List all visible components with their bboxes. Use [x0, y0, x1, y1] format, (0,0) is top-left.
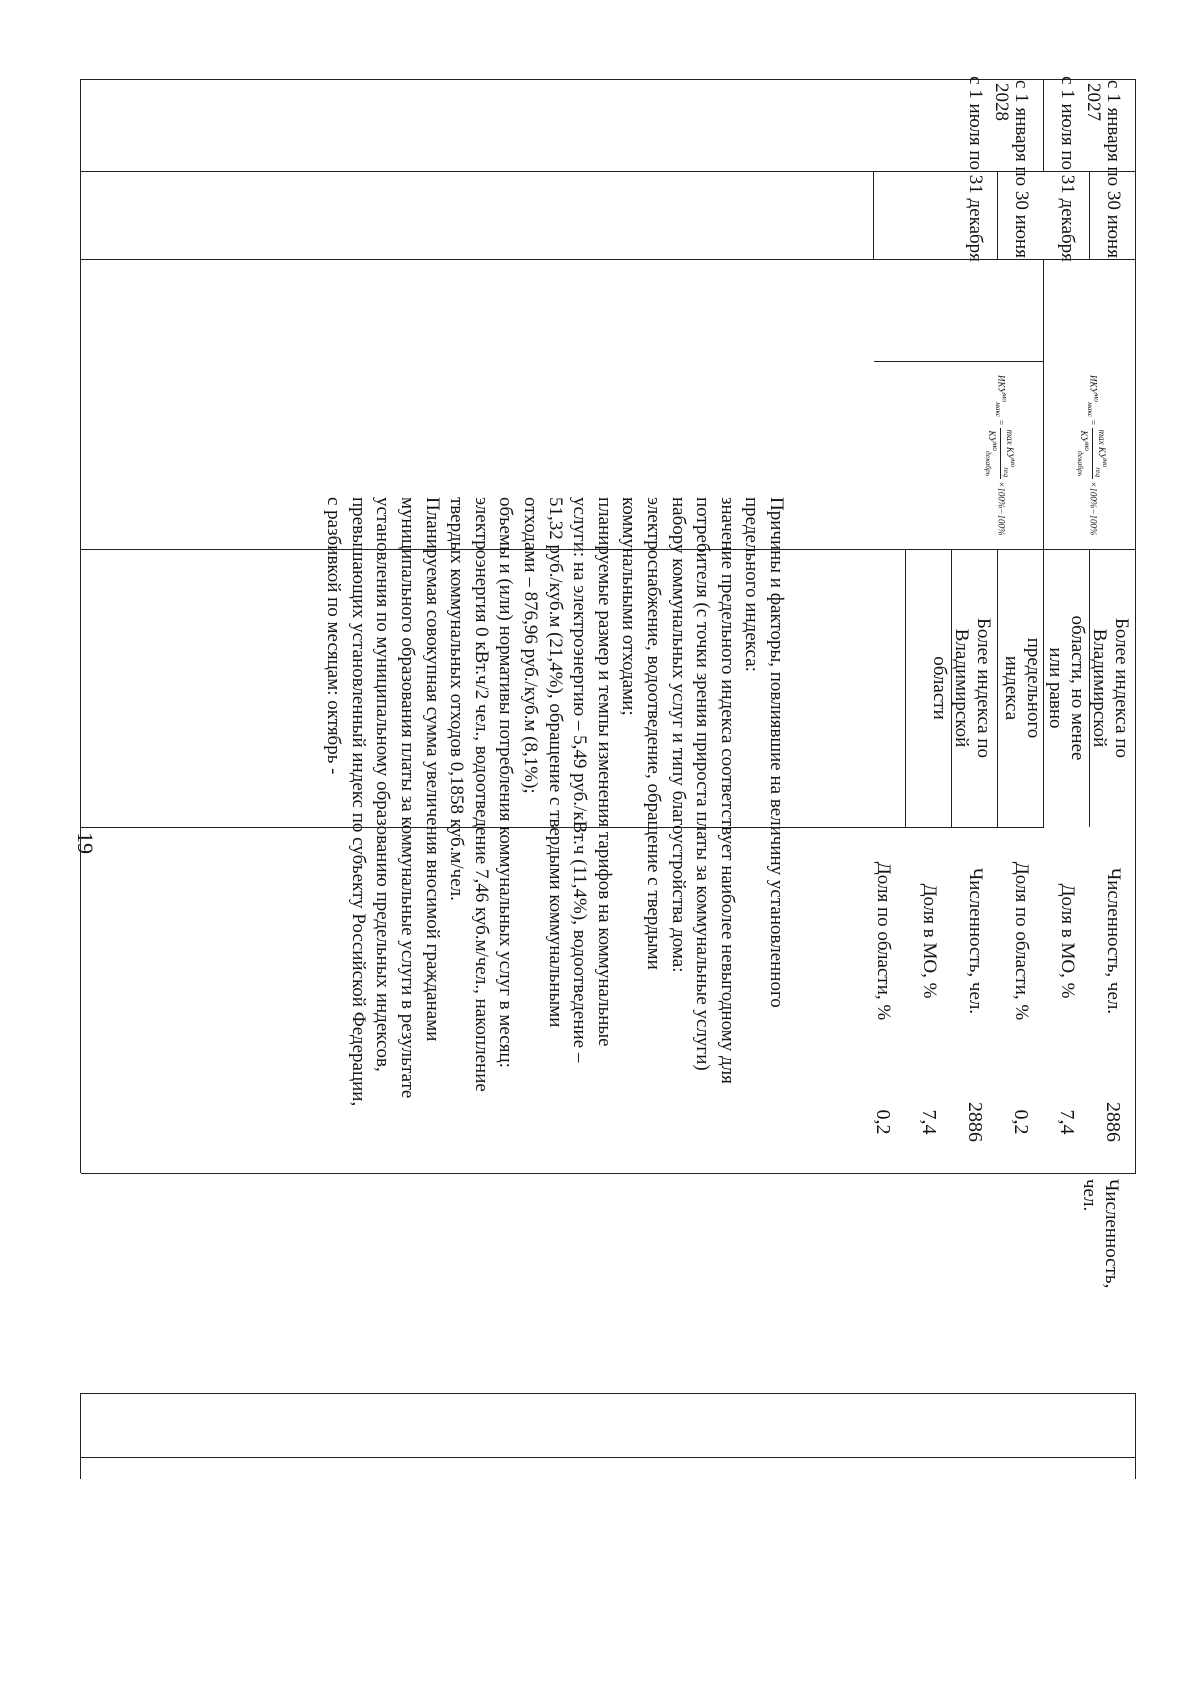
metric-label: Доля в МО, %: [1057, 883, 1078, 999]
formula-2027: $ИКУ^{мо}_{макс}$ = $\max КУ^{мо}_{req}$ $КУ^{мо}_{декабрь}$ ×100%−100%: [1076, 375, 1110, 536]
notes-paragraph: объемы и (или) нормативы потребления коммунальных услуг в месяц: электроэнергия 0 кВт.ч/2 чел., водоотведение 7,46 куб.м/чел., накопление твердых коммунальных отходов 0,1858 куб.м/чел.: [446, 497, 517, 1092]
notes-paragraph: Причины и факторы, повлиявшие на величину установленного предельного индекса:: [741, 497, 787, 1008]
notes-paragraph: планируемые размер и темпы изменения тарифов на коммунальные услуги: на электроэнергию – 5,49 руб./кВт.ч (11,4%), водоотведение – 51,32 руб./куб.м (21,4%), обращение с твердыми коммунальными отходами – 876,96 руб./куб.м (8,1%);: [520, 497, 615, 1063]
period: с 1 января по 30 июня: [1011, 80, 1032, 258]
continuation-row-border: [81, 1457, 1136, 1458]
table-left-border: [1135, 79, 1136, 1173]
metric-label: Доля в МО, %: [919, 883, 940, 999]
table-rule: [80, 79, 81, 1173]
metric-value: 7,4: [918, 1109, 940, 1135]
period: с 1 июля по 31 декабря: [1057, 76, 1078, 262]
table-rule: [997, 549, 998, 827]
condition-text: Более индекса по Владимирской области, но менее или равно предельного индекса: [1001, 615, 1132, 761]
metric-value: 2886: [1102, 1102, 1124, 1142]
notes-paragraph: Планируемая совокупная сумма увеличения вносимой гражданами муниципального образования платы за коммунальные услуги в результате установления по муниципальному образованию предельных индексов, превышающих установленный индекс по субъекту Российской Федерации, с разбивкой по месяцам: октябрь -: [323, 497, 443, 1107]
row-border: [874, 361, 1044, 362]
rotated-table-content: 2027 2028 с 1 января по 30 июня с 1 июля по 31 декабря с 1 января по 30 июня с 1 июля по 31 декабря $ИКУ^{мо}_{макс}$ = $\max КУ^{мо}_{req}$ $КУ^{мо}_{декабрь}$ ×100%−100% $ИКУ^{мо}_{макс}$ = $\max КУ^{мо}_{req}$ $КУ^{мо}_{декабрь}$ ×100%−100% Более индекса по Владимирской области, но менее или равно предельного индекса Более индекса по Владимирской области Численность, чел. Численность, чел. Доля в МО, % Доля по области, % Численность, чел. Доля в МО, % Доля по области, % 2886 7,4 0,2 2886 7,4 0,2 Причины и факторы, повлиявшие на величину установленного предельного индекса: значение предельного индекса соответствует наиболее невыгодному для потребителя (с точки зрения прироста платы за коммунальные услуги) набору коммунальных услуг и типу благоустройства дома: электроснабжение, водоотведение, обращение с твердыми коммунальными отходами; планируемые размер и темпы изменения тарифов на коммунальные услуги: на электроэнергию – 5,49 руб./кВт.ч (11,4%), водоотведение – 51,32 руб./куб.м (21,4%), обращение с твердыми коммунальными отходами – 876,96 руб./куб.м (8,1%); объемы и (или) нормативы потребления коммунальных услуг в месяц: электроэнергия 0 кВт.ч/2 чел., водоотведение 7,46 куб.м/чел., накопление твердых коммунальных отходов 0,1858 куб.м/чел. Планируемая совокупная сумма увеличения вносимой гражданами муниципального образования платы за коммунальные услуги в результате установления по муниципальному образованию предельных индексов, превышающих установленный индекс по субъекту Российской Федерации, с разбивкой по месяцам: октябрь -: [56, 79, 1136, 1479]
continuation-line: [1135, 1393, 1136, 1479]
table-rule: [873, 171, 874, 259]
metric-value: 7,4: [1056, 1109, 1078, 1135]
year-2028: 2028: [991, 83, 1012, 121]
formula-2028: $ИКУ^{мо}_{макс}$ = $\max КУ^{мо}_{req}$ $КУ^{мо}_{декабрь}$ ×100%−100%: [984, 375, 1018, 536]
metric-value: 0,2: [872, 1109, 894, 1135]
condition-text: Более индекса по Владимирской области: [929, 618, 994, 758]
period: с 1 января по 30 июня: [1103, 80, 1124, 258]
period: с 1 июля по 31 декабря: [965, 76, 986, 262]
metric-label: Доля по области, %: [1011, 861, 1032, 1021]
page-number: 19: [73, 832, 98, 854]
notes-block: [88, 497, 788, 1107]
notes-paragraph: значение предельного индекса соответствует наиболее невыгодному для потребителя (с точки зрения прироста платы за коммунальные услуги) набору коммунальных услуг и типу благоустройства дома: электроснабжение, водоотведение, обращение с твердыми коммунальными отходами;: [618, 497, 738, 1084]
table-rule: [905, 549, 906, 827]
table-rule: [997, 171, 998, 259]
metric-label: Доля по области, %: [873, 861, 894, 1021]
table-rule: [1089, 171, 1090, 259]
year-2027: 2027: [1083, 83, 1104, 121]
table-rule: [1043, 79, 1044, 171]
metric-label: Численность, чел.: [1103, 867, 1124, 1015]
continuation-row-border: [81, 1393, 1136, 1394]
metric-value: 2886: [964, 1102, 986, 1142]
row-border: [81, 1173, 1136, 1174]
continuation-line: [80, 1393, 81, 1479]
metric-value: 0,2: [1010, 1109, 1032, 1135]
metric-label: Численность, чел.: [965, 867, 986, 1015]
